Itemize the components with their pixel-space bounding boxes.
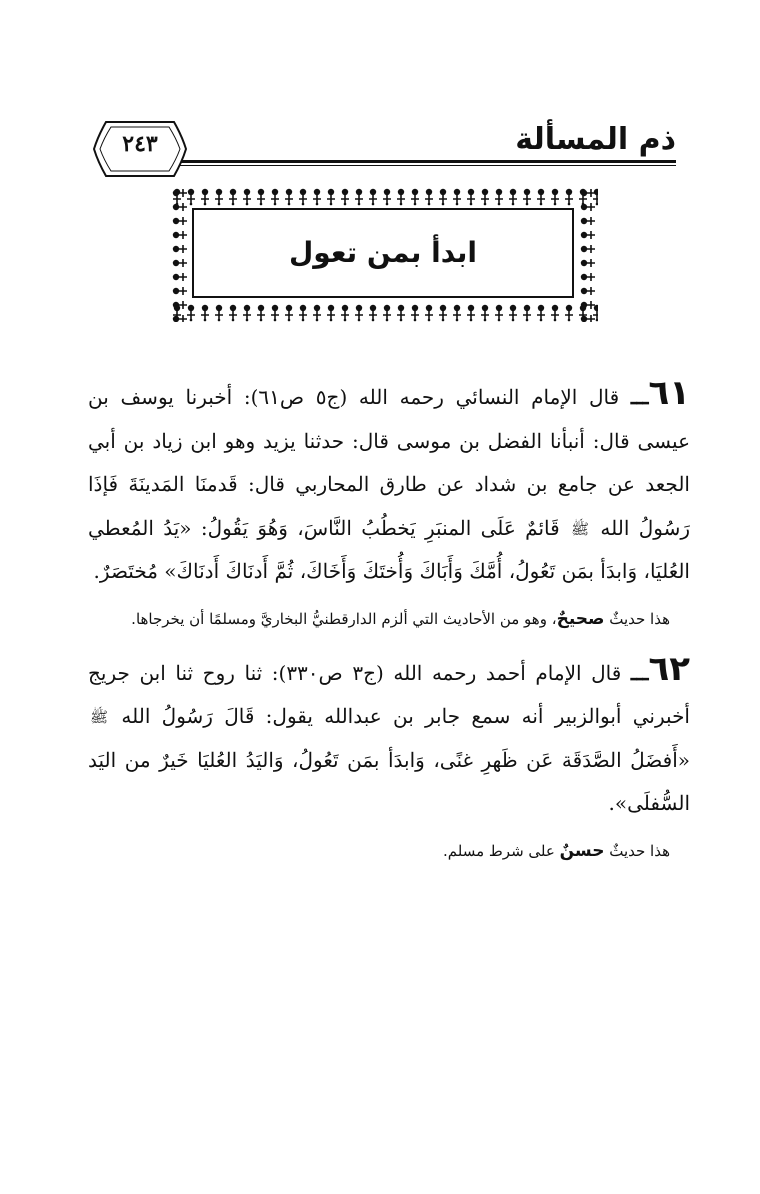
hadith-text: قال الإمام أحمد رحمه الله (ج٣ ص٣٣٠): ثنا روح ثنا ابن جريج أخبرني أبوالزبير أنه سمع جابر بن عبدالله يقول: قَالَ رَسُولُ الله (88, 660, 690, 728)
grading-text-cont: ، وهو من الأحاديث التي ألزم الدارقطنيُّ البخاريَّ ومسلمًا أن يخرجاها. (131, 609, 557, 628)
chapter-title: ابدأ بمن تعول (288, 236, 478, 269)
page-header (92, 118, 676, 180)
header-rule (176, 160, 676, 163)
hadith-dash: ـــ (630, 660, 649, 685)
page-number: ٢٤٣ (122, 131, 158, 157)
hadith-61 (88, 372, 690, 594)
grading-text: هذا حديثٌ (604, 841, 670, 860)
page-body (88, 372, 690, 880)
grading-text: هذا حديثٌ (604, 609, 670, 628)
running-title: ذم المسألة (515, 122, 676, 157)
hadith-text-cont: قَائمٌ عَلَى المنبَرِ يَخطُبُ النَّاسَ، وَهُوَ يَقُولُ: «يَدُ المُعطي العُليَا، وَابدَأ بمَن تَعُولُ، أُمَّكَ وَأَبَاكَ وَأُختَكَ وَأَخَاكَ، ثُمَّ أَدنَاكَ أَدنَاكَ» مُختَصَرٌ. (88, 515, 690, 583)
hadith-61-grading (88, 604, 670, 634)
ornament-border-right (578, 186, 598, 322)
header-rule-thin (176, 165, 676, 166)
ornament-border-left (170, 186, 190, 322)
hadith-dash: ـــ (630, 385, 649, 409)
hadith-62-grading (88, 836, 670, 866)
salawat-ligature: ﷺ (90, 708, 109, 726)
hadith-text: قال الإمام النسائي رحمه الله (ج٥ ص٦١): أخبرنا يوسف بن عيسى قال: أنبأنا الفضل بن موسى قال: حدثنا يزيد وهو ابن زياد بن أبي الجعد عن جامع بن شداد عن طارق المحاربي قال: قَدمنَا المَدينَةَ فَإذَا رَسُولُ الله (88, 385, 690, 540)
chapter-title-frame (170, 186, 598, 322)
grading-word: حسنٌ (559, 840, 605, 861)
salawat-ligature: ﷺ (571, 519, 590, 538)
grading-word: صحيحٌ (556, 608, 605, 629)
hadith-text-cont: «أَفضَلُ الصَّدَقَة عَن ظَهرِ غنًى، وَابدَأ بمَن تَعُولُ، وَاليَدُ العُليَا خَيرٌ من اليَد السُّفلَى». (88, 747, 690, 815)
hadith-62 (88, 648, 690, 826)
ornament-border-bottom (170, 302, 598, 322)
ornament-border-top (170, 186, 598, 206)
hadith-number: ٦١ (648, 373, 690, 413)
chapter-title-box (192, 208, 574, 298)
hadith-number: ٦٢ (648, 648, 690, 689)
grading-text-cont: على شرط مسلم. (443, 841, 560, 860)
